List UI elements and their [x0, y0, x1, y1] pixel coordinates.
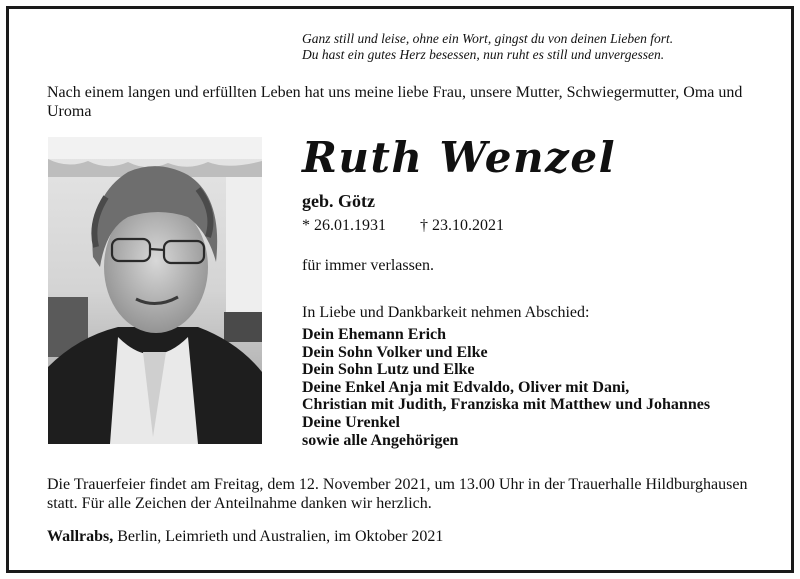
farewell-line: In Liebe und Dankbarkeit nehmen Abschied:: [302, 304, 590, 321]
portrait-photo: [48, 137, 262, 444]
deceased-name: Ruth Wenzel: [302, 133, 617, 182]
intro-text: Nach einem langen und erfüllten Leben hat uns meine liebe Frau, unsere Mutter, Schwiegermutter, Oma und Uroma: [47, 84, 743, 120]
mourner-line: Deine Enkel Anja mit Edvaldo, Oliver mit Dani,: [302, 378, 630, 396]
mourner-line: Dein Sohn Volker und Elke: [302, 343, 488, 361]
mourner-line: sowie alle Angehörigen: [302, 431, 459, 449]
mourner-line: Christian mit Judith, Franziska mit Matthew und Johannes: [302, 396, 711, 414]
funeral-service-text: Die Trauerfeier findet am Freitag, dem 12. November 2021, um 13.00 Uhr in der Trauerhalle Hildburghausen statt. Für alle Zeichen der Anteilnahme danken wir herzlich.: [47, 476, 748, 512]
death-date: † 23.10.2021: [420, 217, 504, 234]
poem-line-2: Du hast ein gutes Herz besessen, nun ruht es still und unvergessen.: [302, 47, 665, 62]
maiden-name: geb. Götz: [302, 191, 375, 211]
memorial-poem: [302, 31, 772, 63]
mourners-list: [302, 326, 772, 449]
birth-date: * 26.01.1931: [302, 217, 386, 234]
life-dates: [302, 216, 504, 235]
mourner-line: Deine Urenkel: [302, 413, 400, 431]
mourner-line: Dein Ehemann Erich: [302, 326, 447, 343]
place-and-date: [47, 527, 443, 546]
left-text: für immer verlassen.: [302, 257, 434, 274]
mourner-line: Dein Sohn Lutz und Elke: [302, 361, 475, 379]
poem-line-1: Ganz still und leise, ohne ein Wort, gingst du von deinen Lieben fort.: [302, 31, 674, 46]
place-town: Wallrabs,: [47, 528, 114, 545]
place-rest: Berlin, Leimrieth und Australien, im Oktober 2021: [113, 528, 444, 545]
